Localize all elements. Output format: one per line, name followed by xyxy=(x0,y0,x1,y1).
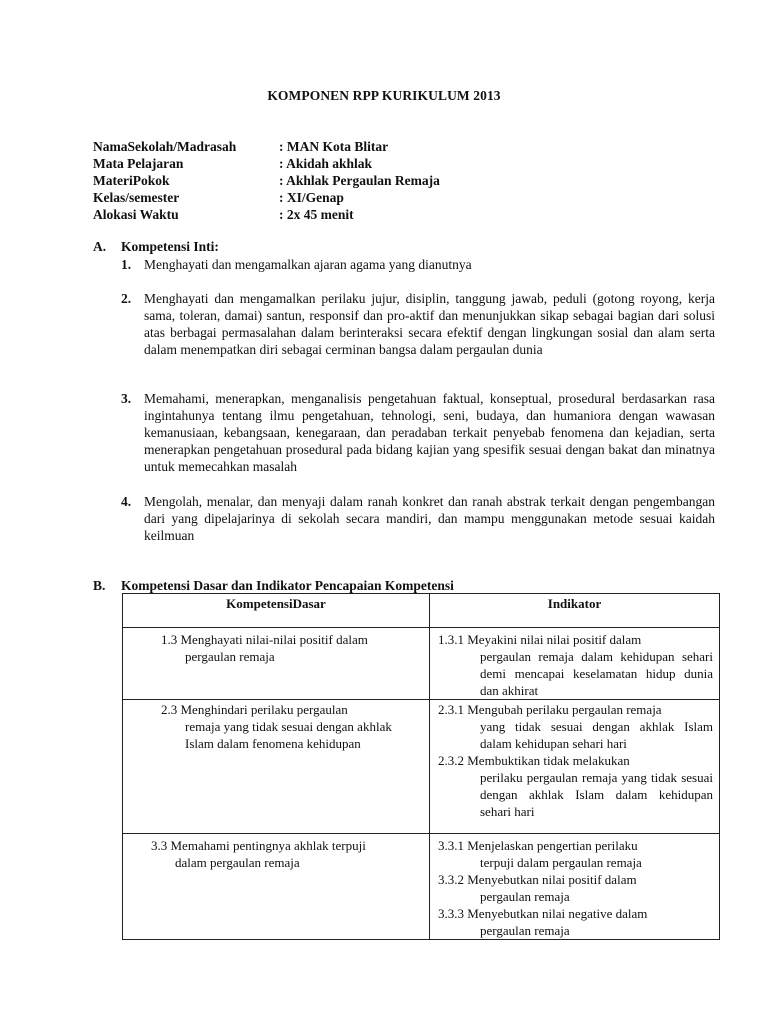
kd-continuation: remaja yang tidak sesuai dengan akhlak Islam dalam fenomena kehidupan xyxy=(185,719,392,751)
section-title: Kompetensi Dasar dan Indikator Pencapaian Kompetensi xyxy=(121,578,454,593)
identity-block xyxy=(93,138,440,223)
section-a-heading xyxy=(93,238,219,255)
section-letter: B. xyxy=(93,578,106,593)
table-row xyxy=(123,700,720,834)
column-header-kd: KompetensiDasar xyxy=(123,594,430,628)
ki-item-2 xyxy=(121,290,715,358)
kd-first-line: 2.3 Menghindari perilaku pergaulan xyxy=(161,702,348,717)
indicator-continuation: terpuji dalam pergaulan remaja xyxy=(480,855,642,870)
kd-continuation: pergaulan remaja xyxy=(185,649,275,664)
info-label: Kelas/semester xyxy=(93,190,180,205)
table-row xyxy=(123,834,720,940)
kd-cell xyxy=(123,834,430,940)
info-row-school xyxy=(93,138,440,155)
info-value: : MAN Kota Blitar xyxy=(279,139,389,154)
column-header-indicator: Indikator xyxy=(430,594,720,628)
kd-cell xyxy=(123,700,430,834)
kd-indicator-table xyxy=(122,593,720,940)
info-label: NamaSekolah/Madrasah xyxy=(93,139,237,154)
indicator-continuation: yang tidak sesuai dengan akhlak Islam dalam kehidupan sehari hari xyxy=(480,719,713,751)
info-row-subject xyxy=(93,155,440,172)
ki-number: 2. xyxy=(121,291,132,306)
ki-text: Menghayati dan mengamalkan ajaran agama yang dianutnya xyxy=(144,257,472,272)
info-label: Mata Pelajaran xyxy=(93,156,184,171)
info-label: MateriPokok xyxy=(93,173,170,188)
info-label: Alokasi Waktu xyxy=(93,207,179,222)
indicator-continuation: perilaku pergaulan remaja yang tidak sesuai dengan akhlak Islam dalam kehidupan sehari hari xyxy=(480,770,713,819)
indicator-cell xyxy=(430,700,720,834)
section-letter: A. xyxy=(93,239,107,254)
kd-cell xyxy=(123,628,430,700)
ki-number: 4. xyxy=(121,494,132,509)
indicator-continuation: pergaulan remaja dalam kehidupan sehari demi mencapai keselamatan hidup dunia dan akhirat xyxy=(480,649,713,698)
indicator-first-line: 3.3.2 Menyebutkan nilai positif dalam xyxy=(438,872,637,887)
indicator-cell xyxy=(430,834,720,940)
ki-number: 1. xyxy=(121,257,132,272)
section-b-heading xyxy=(93,577,454,594)
indicator-continuation: pergaulan remaja xyxy=(480,889,570,904)
indicator-first-line: 3.3.1 Menjelaskan pengertian perilaku xyxy=(438,838,638,853)
indicator-first-line: 1.3.1 Meyakini nilai nilai positif dalam xyxy=(438,632,642,647)
info-value: : Akidah akhlak xyxy=(279,156,373,171)
section-title: Kompetensi Inti: xyxy=(121,239,219,254)
info-value: : XI/Genap xyxy=(279,190,344,205)
ki-text: Menghayati dan mengamalkan perilaku jujur, disiplin, tanggung jawab, peduli (gotong royong, kerja sama, toleran, damai) santun, responsif dan pro-aktif dan menunjukkan sikap sebagai bagian dari solusi atas berbagai permasalahan dalam berinteraksi secara efektif dengan lingkungan sosial dan alam serta dalam menempatkan diri sebagai cerminan bangsa dalam pergaulan dunia xyxy=(144,291,715,357)
indicator-first-line: 2.3.2 Membuktikan tidak melakukan xyxy=(438,753,630,768)
document-title: KOMPONEN RPP KURIKULUM 2013 xyxy=(267,88,501,103)
table-header-row xyxy=(123,594,720,628)
info-value: : Akhlak Pergaulan Remaja xyxy=(279,173,440,188)
kd-first-line: 3.3 Memahami pentingnya akhlak terpuji xyxy=(151,838,366,853)
kd-first-line: 1.3 Menghayati nilai-nilai positif dalam xyxy=(161,632,368,647)
indicator-first-line: 2.3.1 Mengubah perilaku pergaulan remaja xyxy=(438,702,662,717)
info-row-class xyxy=(93,189,440,206)
indicator-continuation: pergaulan remaja xyxy=(480,923,570,938)
info-row-topic xyxy=(93,172,440,189)
info-row-time xyxy=(93,206,440,223)
table-row xyxy=(123,628,720,700)
indicator-first-line: 3.3.3 Menyebutkan nilai negative dalam xyxy=(438,906,648,921)
ki-item-1 xyxy=(121,256,715,273)
info-value: : 2x 45 menit xyxy=(279,207,354,222)
ki-text: Mengolah, menalar, dan menyaji dalam ranah konkret dan ranah abstrak terkait dengan pengembangan dari yang dipelajarinya di sekolah secara mandiri, dan mampu menggunakan metode sesuai kaidah keilmuan xyxy=(144,494,715,543)
ki-item-3 xyxy=(121,390,715,475)
indicator-cell xyxy=(430,628,720,700)
ki-text: Memahami, menerapkan, menganalisis pengetahuan faktual, konseptual, prosedural berdasarkan rasa ingintahunya tentang ilmu pengetahuan, tehnologi, seni, budaya, dan humaniora dengan wawasan kemanusiaan, kebangsaan, kenegaraan, dan peradaban terkait penyebab fenomena dan kejadian, serta menerapkan pengetahuan prosedural pada bidang kajian yang spesifik sesuai dengan bakat dan minatnya untuk memecahkan masalah xyxy=(144,391,715,474)
kd-continuation: dalam pergaulan remaja xyxy=(175,855,300,870)
ki-number: 3. xyxy=(121,391,132,406)
ki-item-4 xyxy=(121,493,715,544)
